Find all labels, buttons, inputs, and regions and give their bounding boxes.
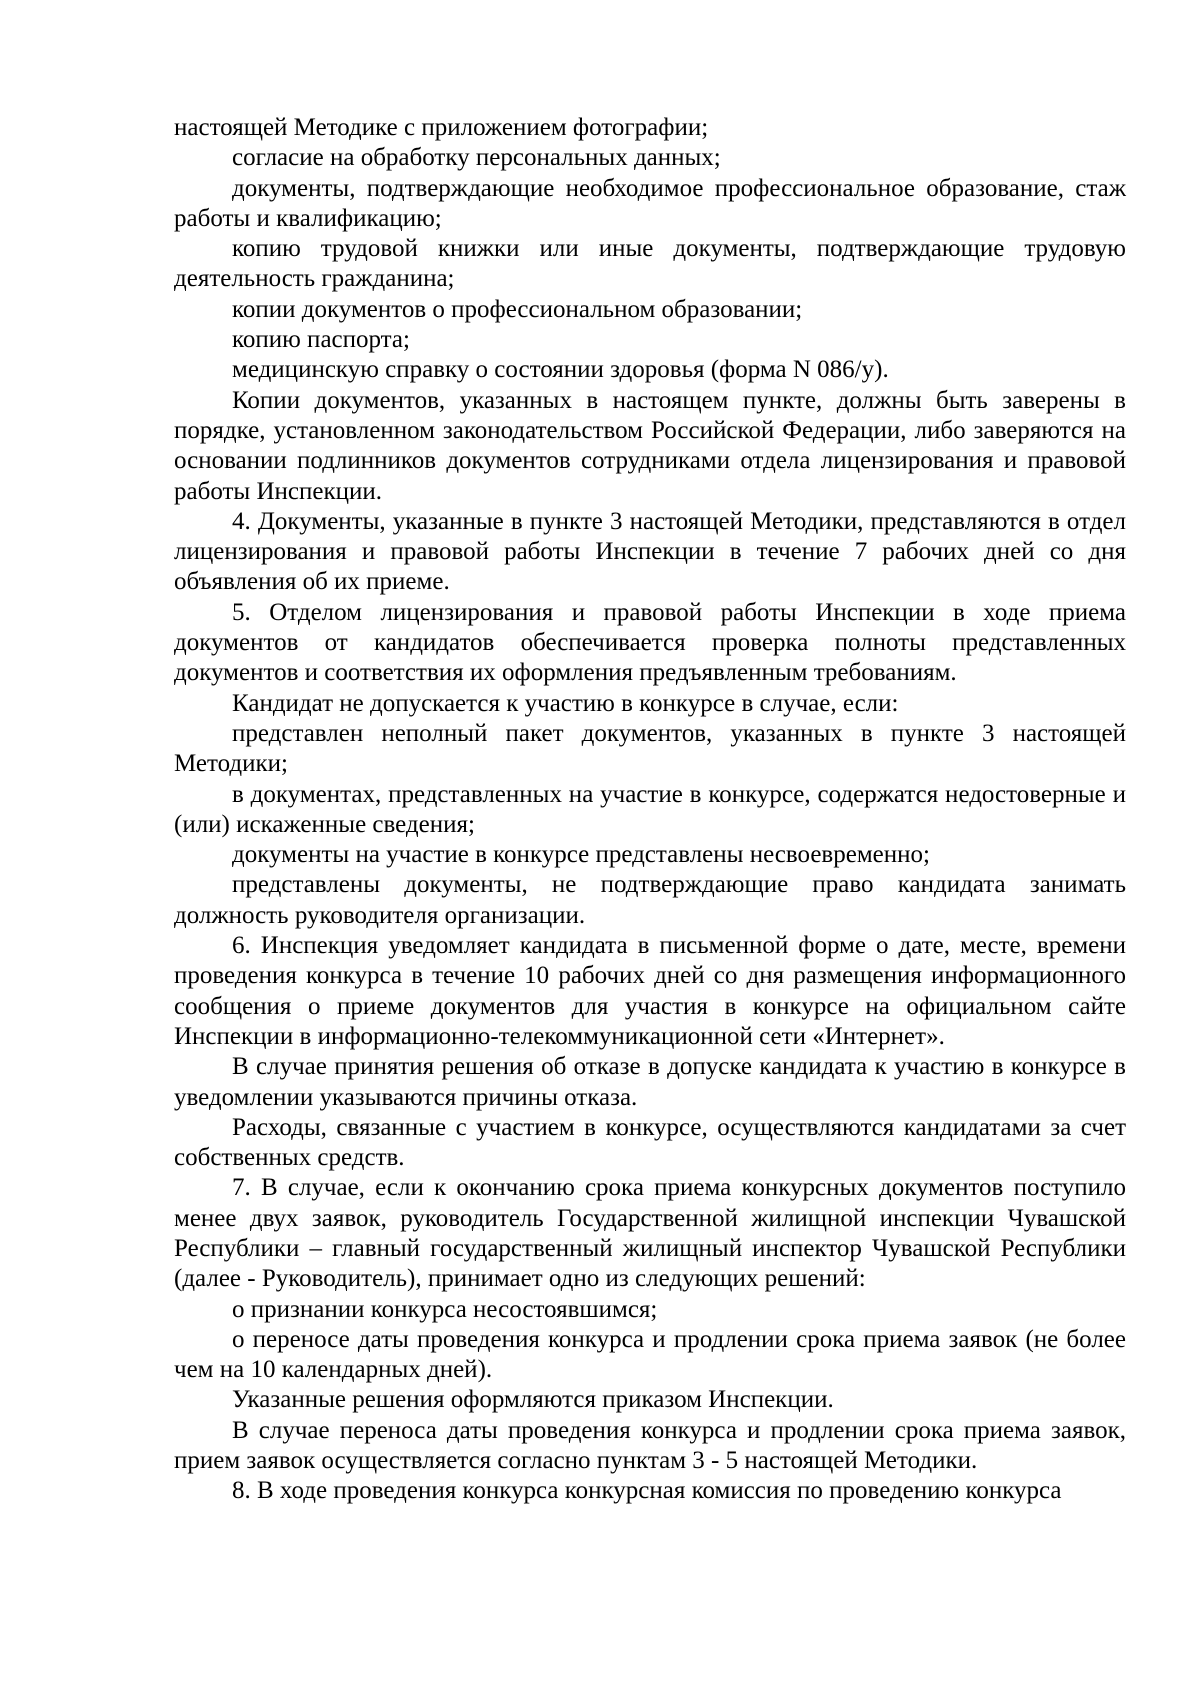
- paragraph: 4. Документы, указанные в пункте 3 настоящей Методики, представляются в отдел лицензирования и правовой работы Инспекции в течение 7 рабочих дней со дня объявления об их приеме.: [174, 507, 1126, 596]
- paragraph: 6. Инспекция уведомляет кандидата в письменной форме о дате, месте, времени проведения конкурса в течение 10 рабочих дней со дня размещения информационного сообщения о приеме документов для участия в конкурсе на официальном сайте Инспекции в информационно-телекоммуникационной сети «Интернет».: [174, 932, 1126, 1050]
- paragraph: Кандидат не допускается к участию в конкурсе в случае, если:: [232, 689, 899, 717]
- paragraph: Расходы, связанные с участием в конкурсе, осуществляются кандидатами за счет собственных средств.: [174, 1113, 1126, 1172]
- paragraph: представлен неполный пакет документов, указанных в пункте 3 настоящей Методики;: [174, 719, 1126, 778]
- paragraph: согласие на обработку персональных данных;: [232, 144, 721, 172]
- paragraph: документы на участие в конкурсе представлены несвоевременно;: [232, 841, 930, 869]
- paragraph: В случае принятия решения об отказе в допуске кандидата к участию в конкурсе в уведомлении указываются причины отказа.: [174, 1053, 1126, 1111]
- paragraph: 7. В случае, если к окончанию срока приема конкурсных документов поступило менее двух заявок, руководитель Государственной жилищной инспекции Чувашской Республики – главный государственный жилищный инспектор Чувашской Республики (далее - Руководитель), принимает одно из следующих решений:: [174, 1174, 1126, 1293]
- paragraph: копию трудовой книжки или иные документы, подтверждающие трудовую деятельность гражданина;: [174, 235, 1126, 293]
- paragraph: Копии документов, указанных в настоящем пункте, должны быть заверены в порядке, установленном законодательством Российской Федерации, либо заверяются на основании подлинников документов сотрудниками отдела лицензирования и правовой работы Инспекции.: [174, 386, 1126, 505]
- paragraph: в документах, представленных на участие в конкурсе, содержатся недостоверные и (или) искаженные сведения;: [174, 780, 1126, 838]
- paragraph: копии документов о профессиональном образовании;: [232, 295, 803, 323]
- document-page: [174, 113, 1126, 1507]
- paragraph: В случае переноса даты проведения конкурса и продлении срока приема заявок, прием заявок осуществляется согласно пунктам 3 - 5 настоящей Методики.: [174, 1416, 1126, 1475]
- paragraph: Указанные решения оформляются приказом Инспекции.: [232, 1386, 834, 1414]
- paragraph: 5. Отделом лицензирования и правовой работы Инспекции в ходе приема документов от кандидатов обеспечивается проверка полноты представленных документов и соответствия их оформления предъявленным требованиям.: [174, 598, 1126, 687]
- paragraph: представлены документы, не подтверждающие право кандидата занимать должность руководителя организации.: [174, 871, 1126, 929]
- paragraph: настоящей Методике с приложением фотографии;: [174, 114, 709, 141]
- paragraph: о переносе даты проведения конкурса и продлении срока приема заявок (не более чем на 10 календарных дней).: [174, 1325, 1126, 1384]
- paragraph: 8. В ходе проведения конкурса конкурсная комиссия по проведению конкурса: [232, 1477, 1062, 1505]
- paragraph: документы, подтверждающие необходимое профессиональное образование, стаж работы и квалификацию;: [174, 174, 1126, 232]
- paragraph: копию паспорта;: [232, 326, 410, 354]
- paragraph: медицинскую справку о состоянии здоровья (форма N 086/у).: [232, 356, 889, 384]
- paragraph: о признании конкурса несостоявшимся;: [232, 1295, 658, 1323]
